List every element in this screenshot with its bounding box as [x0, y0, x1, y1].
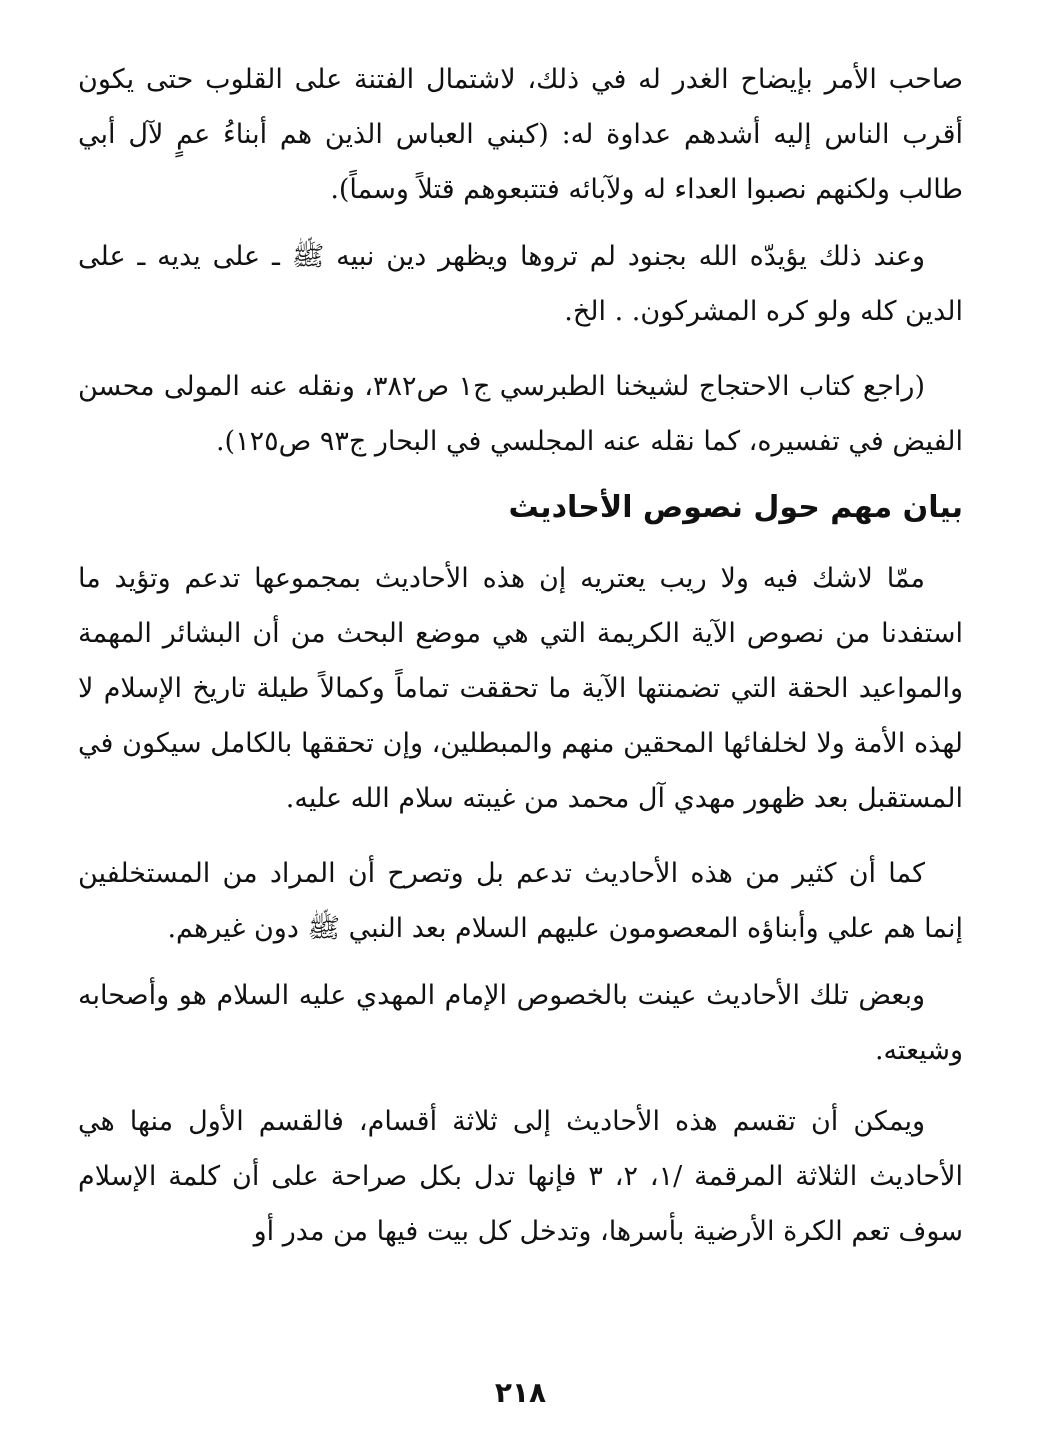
page-number: ٢١٨ [494, 1376, 547, 1409]
section-heading: بيان مهم حول نصوص الأحاديث [508, 490, 963, 525]
paragraph-top-1: صاحب الأمر بإيضاح الغدر له في ذلك، لاشتمال الفتنة على القلوب حتى يكون أقرب الناس إليه أشدهم عداوة له: (كبني العباس الذين هم أبناءُ عمٍ لآل أبي طالب ولكنهم نصبوا العداء له ولآبائه فتتبعوهم قتلاً وسماً). [78, 64, 963, 205]
paragraph-body-1: ممّا لاشك فيه ولا ريب يعتريه إن هذه الأحاديث بمجموعها تدعم وتؤيد ما استفدنا من نصوص الآية الكريمة التي هي موضع البحث من أن البشائر المهمة والمواعيد الحقة التي تضمنتها الآية ما تحققت تماماً وكمالاً طيلة تاريخ الإسلام لا لهذه الأمة ولا لخلفائها المحقين منهم والمبطلين، وإن تحققها بالكامل سيكون في المستقبل بعد ظهور مهدي آل محمد من غيبته سلام الله عليه. [78, 563, 963, 814]
paragraph-top-2: وعند ذلك يؤيدّه الله بجنود لم تروها ويظهر دين نبيه ﷺ ـ على يديه ـ على الدين كله ولو كره المشركون. . الخ. [78, 241, 963, 327]
paragraph-reference: (راجع كتاب الاحتجاج لشيخنا الطبرسي ج١ ص٣٨٢، ونقله عنه المولى محسن الفيض في تفسيره، كما نقله عنه المجلسي في البحار ج٩٣ ص١٢٥). [78, 371, 963, 457]
paragraph-body-4: ويمكن أن تقسم هذه الأحاديث إلى ثلاثة أقسام، فالقسم الأول منها هي الأحاديث الثلاثة المرقمة /١، ٢، ٣ فإنها تدل بكل صراحة على أن كلمة الإسلام سوف تعم الكرة الأرضية بأسرها، وتدخل كل بيت فيها من مدر أو [78, 1106, 964, 1247]
paragraph-body-2: كما أن كثير من هذه الأحاديث تدعم بل وتصرح أن المراد من المستخلفين إنما هم علي وأبناؤه المعصومون عليهم السلام بعد النبي ﷺ دون غيرهم. [78, 858, 963, 944]
paragraph-body-3: وبعض تلك الأحاديث عينت بالخصوص الإمام المهدي عليه السلام هو وأصحابه وشيعته. [78, 980, 963, 1066]
